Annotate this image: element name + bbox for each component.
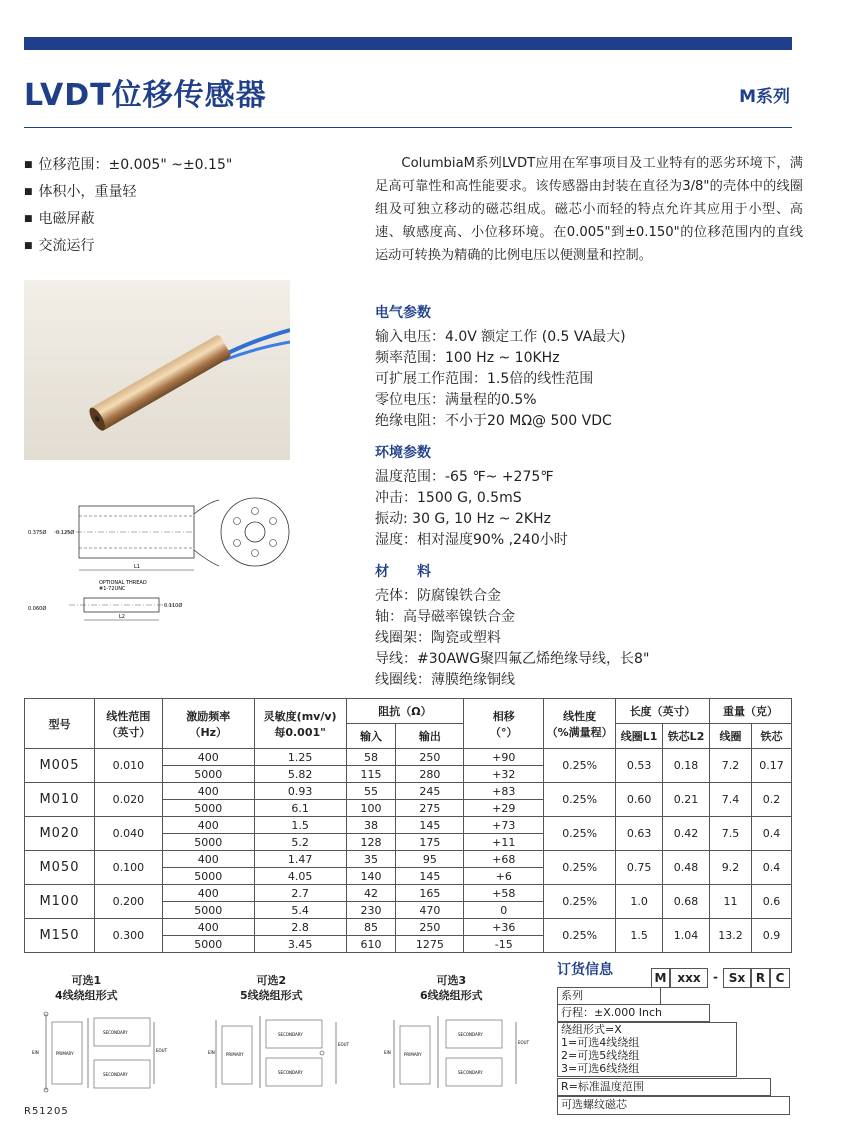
table-cell: 280	[396, 766, 464, 783]
table-cell: +83	[464, 783, 544, 800]
table-cell: 11	[710, 885, 752, 919]
table-cell: 35	[346, 851, 396, 868]
table-cell: 0.68	[663, 885, 710, 919]
spec-table	[24, 698, 792, 953]
table-cell: 1.04	[663, 919, 710, 953]
table-cell: 400	[162, 783, 254, 800]
table-cell: 5000	[162, 902, 254, 919]
order-code-box: -	[713, 970, 718, 984]
table-cell: 5.4	[254, 902, 346, 919]
eout-label: EOUT	[338, 1042, 350, 1047]
table-cell: +73	[464, 817, 544, 834]
table-cell: 85	[346, 919, 396, 936]
table-cell: 13.2	[710, 919, 752, 953]
thread-label: OPTIONAL THREAD	[99, 580, 147, 586]
th-sensitivity: 灵敏度(mv/v) 每0.001"	[254, 699, 346, 749]
order-title: 订货信息	[557, 962, 613, 978]
document-code: R51205	[24, 1106, 69, 1117]
table-cell: 250	[396, 749, 464, 766]
header-bar	[24, 37, 792, 50]
feature-list	[24, 152, 232, 260]
table-cell: 0.42	[663, 817, 710, 851]
table-cell: 0.2	[751, 783, 791, 817]
th-impedance: 阻抗（Ω）	[346, 699, 464, 724]
table-row	[25, 783, 792, 800]
order-code-box: xxx	[670, 968, 708, 988]
order-code-box: C	[770, 968, 790, 988]
table-cell: +11	[464, 834, 544, 851]
circuit-5wire	[208, 1008, 358, 1098]
dimension-drawing	[24, 492, 294, 632]
materials-title: 材 料	[375, 564, 431, 580]
table-cell: 0.300	[94, 919, 162, 953]
th-w-core: 铁芯	[751, 724, 791, 749]
dim-l1: L1	[134, 564, 140, 570]
table-cell: 38	[346, 817, 396, 834]
table-cell: 58	[346, 749, 396, 766]
table-cell: -15	[464, 936, 544, 953]
table-cell: 4.05	[254, 868, 346, 885]
table-cell: 400	[162, 885, 254, 902]
table-cell: 0.21	[663, 783, 710, 817]
parameters	[375, 292, 795, 691]
table-cell: 0.25%	[544, 749, 616, 783]
dim-diameter: 0.375Ø	[28, 530, 47, 536]
th-length: 长度（英寸）	[616, 699, 710, 724]
table-row	[25, 851, 792, 868]
table-cell: 0.93	[254, 783, 346, 800]
circuit-6wire	[384, 1008, 534, 1098]
table-cell: 0.48	[663, 851, 710, 885]
divider	[24, 127, 792, 128]
order-line-series: 系列	[557, 987, 661, 1005]
table-cell: +90	[464, 749, 544, 766]
table-cell: 0.020	[94, 783, 162, 817]
table-cell: 0.17	[751, 749, 791, 783]
option-name: 可选3	[436, 974, 467, 987]
table-cell: 245	[396, 783, 464, 800]
table-cell: 0.25%	[544, 817, 616, 851]
dim-l2: L2	[119, 614, 125, 620]
environment-line: 湿度：相对湿度90% ,240小时	[375, 532, 568, 548]
table-cell: 0.75	[616, 851, 663, 885]
electrical-line: 频率范围：100 Hz ~ 10KHz	[375, 350, 560, 366]
table-cell: 115	[346, 766, 396, 783]
table-cell: 400	[162, 851, 254, 868]
page-title: LVDT位移传感器	[24, 78, 267, 113]
order-code-box: R	[751, 968, 770, 988]
table-cell: 400	[162, 817, 254, 834]
table-cell: M150	[25, 919, 95, 953]
table-cell: 610	[346, 936, 396, 953]
option-desc: 5线绕组形式	[240, 989, 303, 1002]
secondary-label: SECONDARY	[458, 1070, 483, 1075]
table-cell: +32	[464, 766, 544, 783]
table-cell: 5000	[162, 868, 254, 885]
material-line: 轴：高导磁率镍铁合金	[375, 609, 515, 625]
table-cell: 100	[346, 800, 396, 817]
table-cell: 1.47	[254, 851, 346, 868]
circuit-4wire	[28, 1008, 178, 1098]
table-cell: 275	[396, 800, 464, 817]
table-cell: 0.9	[751, 919, 791, 953]
table-cell: M050	[25, 851, 95, 885]
table-cell: 1275	[396, 936, 464, 953]
th-len-l1: 线圈L1	[616, 724, 663, 749]
table-row	[25, 885, 792, 902]
table-cell: 0.18	[663, 749, 710, 783]
option-name: 可选2	[256, 974, 287, 987]
table-cell: 0.63	[616, 817, 663, 851]
option-desc: 4线绕组形式	[55, 989, 118, 1002]
secondary-label: SECONDARY	[278, 1070, 303, 1075]
order-line-stroke: 行程：±X.000 Inch	[557, 1004, 710, 1022]
table-cell: 3.45	[254, 936, 346, 953]
table-cell: 0.200	[94, 885, 162, 919]
feature-item: ■ 体积小，重量轻	[24, 179, 232, 206]
th-w-coil: 线圈	[710, 724, 752, 749]
feature-item: ■ 位移范围：±0.005" ~±0.15"	[24, 152, 232, 179]
table-cell: 0	[464, 902, 544, 919]
table-cell: 250	[396, 919, 464, 936]
table-cell: 2.7	[254, 885, 346, 902]
feature-item: ■ 交流运行	[24, 233, 232, 260]
table-cell: 5.82	[254, 766, 346, 783]
option-3	[420, 973, 483, 1003]
th-imp-out: 输出	[396, 724, 464, 749]
electrical-line: 零位电压：满量程的0.5%	[375, 392, 537, 408]
material-line: 导线：#30AWG聚四氟乙烯绝缘导线，长8"	[375, 651, 650, 667]
table-row	[25, 749, 792, 766]
primary-label: PRIMARY	[56, 1051, 74, 1056]
feature-item: ■ 电磁屏蔽	[24, 206, 232, 233]
table-cell: 5000	[162, 936, 254, 953]
table-cell: 7.5	[710, 817, 752, 851]
table-cell: 0.6	[751, 885, 791, 919]
table-cell: 9.2	[710, 851, 752, 885]
table-cell: 95	[396, 851, 464, 868]
eout-label: EOUT	[518, 1040, 530, 1045]
table-cell: 400	[162, 919, 254, 936]
intro-paragraph: ColumbiaM系列LVDT应用在军事项目及工业特有的恶劣环境下，满足高可靠性和高性能要求。该传感器由封装在直径为3/8"的壳体中的线圈组及可独立移动的磁芯组成。磁芯小而轻的特点允许其应用于小型、高速、敏感度高、小位移环境。在0.005"到±0.150"的位移范围内的直线运动可转换为精确的比例电压以便测量和控制。	[375, 156, 803, 263]
table-cell: M020	[25, 817, 95, 851]
secondary-label: SECONDARY	[103, 1072, 128, 1077]
dim-core-diameter: 0.125Ø	[56, 530, 75, 536]
secondary-label: SECONDARY	[278, 1032, 303, 1037]
table-row	[25, 919, 792, 936]
electrical-line: 可扩展工作范围：1.5倍的线性范围	[375, 371, 594, 387]
th-weight: 重量（克）	[710, 699, 792, 724]
table-cell: 165	[396, 885, 464, 902]
material-line: 壳体：防腐镍铁合金	[375, 588, 501, 604]
material-line: 线圈线：薄膜绝缘铜线	[375, 672, 515, 688]
table-cell: 42	[346, 885, 396, 902]
product-photo	[24, 280, 290, 460]
order-code-box: M	[651, 968, 670, 988]
table-cell: 230	[346, 902, 396, 919]
order-line-core: 可选螺纹磁芯	[557, 1096, 790, 1115]
table-cell: 1.5	[616, 919, 663, 953]
eout-label: EOUT	[156, 1048, 168, 1053]
table-cell: +36	[464, 919, 544, 936]
table-cell: 140	[346, 868, 396, 885]
electrical-title: 电气参数	[375, 305, 431, 321]
th-imp-in: 输入	[346, 724, 396, 749]
table-cell: 0.010	[94, 749, 162, 783]
table-cell: +6	[464, 868, 544, 885]
thread-spec: #1-72UNC	[99, 586, 126, 592]
th-freq: 激励频率 （Hz）	[162, 699, 254, 749]
table-cell: 0.25%	[544, 783, 616, 817]
ein-label: EIN	[208, 1050, 215, 1055]
environment-line: 冲击：1500 G, 0.5mS	[375, 490, 522, 506]
table-cell: 1.5	[254, 817, 346, 834]
table-cell: 7.4	[710, 783, 752, 817]
option-desc: 6线绕组形式	[420, 989, 483, 1002]
table-cell: 6.1	[254, 800, 346, 817]
th-linearity: 线性度 （%满量程）	[544, 699, 616, 749]
table-cell: 0.4	[751, 817, 791, 851]
table-cell: 5000	[162, 834, 254, 851]
th-phase: 相移 （°）	[464, 699, 544, 749]
table-cell: 55	[346, 783, 396, 800]
table-cell: 128	[346, 834, 396, 851]
table-cell: 0.100	[94, 851, 162, 885]
table-cell: 400	[162, 749, 254, 766]
table-cell: 0.25%	[544, 851, 616, 885]
environment-line: 振动: 30 G, 10 Hz ~ 2KHz	[375, 511, 551, 527]
table-cell: 145	[396, 817, 464, 834]
series-label: M系列	[739, 87, 790, 107]
table-cell: M100	[25, 885, 95, 919]
table-row	[25, 817, 792, 834]
table-cell: 0.25%	[544, 919, 616, 953]
table-cell: 175	[396, 834, 464, 851]
table-cell: M010	[25, 783, 95, 817]
environment-title: 环境参数	[375, 445, 431, 461]
material-line: 线圈架：陶瓷或塑料	[375, 630, 501, 646]
primary-label: PRIMARY	[404, 1052, 422, 1057]
table-cell: +68	[464, 851, 544, 868]
table-cell: 2.8	[254, 919, 346, 936]
table-cell: 5000	[162, 766, 254, 783]
option-1	[55, 973, 118, 1003]
ein-label: EIN	[384, 1050, 391, 1055]
table-cell: 5000	[162, 800, 254, 817]
table-cell: +29	[464, 800, 544, 817]
table-cell: 0.040	[94, 817, 162, 851]
table-cell: M005	[25, 749, 95, 783]
primary-label: PRIMARY	[226, 1052, 244, 1057]
electrical-line: 绝缘电阻：不小于20 MΩ@ 500 VDC	[375, 413, 612, 429]
option-name: 可选1	[71, 974, 102, 987]
table-cell: 1.0	[616, 885, 663, 919]
table-cell: 0.25%	[544, 885, 616, 919]
order-line-temp: R=标准温度范围	[557, 1078, 771, 1096]
order-code-box: Sx	[723, 968, 751, 988]
dim-core: 0.110Ø	[164, 603, 183, 609]
ein-label: EIN	[32, 1050, 39, 1055]
th-model: 型号	[25, 699, 95, 749]
table-cell: 5.2	[254, 834, 346, 851]
electrical-line: 输入电压：4.0V 额定工作 (0.5 VA最大)	[375, 329, 626, 345]
table-cell: +58	[464, 885, 544, 902]
table-cell: 0.53	[616, 749, 663, 783]
table-cell: 7.2	[710, 749, 752, 783]
th-range: 线性范围 （英寸）	[94, 699, 162, 749]
environment-line: 温度范围：-65 ℉~ +275℉	[375, 469, 554, 485]
th-len-l2: 铁芯L2	[663, 724, 710, 749]
table-cell: 0.4	[751, 851, 791, 885]
dim-thread-dia: 0.060Ø	[28, 606, 47, 612]
secondary-label: SECONDARY	[103, 1030, 128, 1035]
table-cell: 470	[396, 902, 464, 919]
order-line-winding: 绕组形式=X 1=可选4线绕组 2=可选5线绕组 3=可选6线绕组	[557, 1022, 737, 1077]
table-cell: 145	[396, 868, 464, 885]
secondary-label: SECONDARY	[458, 1032, 483, 1037]
table-cell: 0.60	[616, 783, 663, 817]
table-cell: 1.25	[254, 749, 346, 766]
option-2	[240, 973, 303, 1003]
